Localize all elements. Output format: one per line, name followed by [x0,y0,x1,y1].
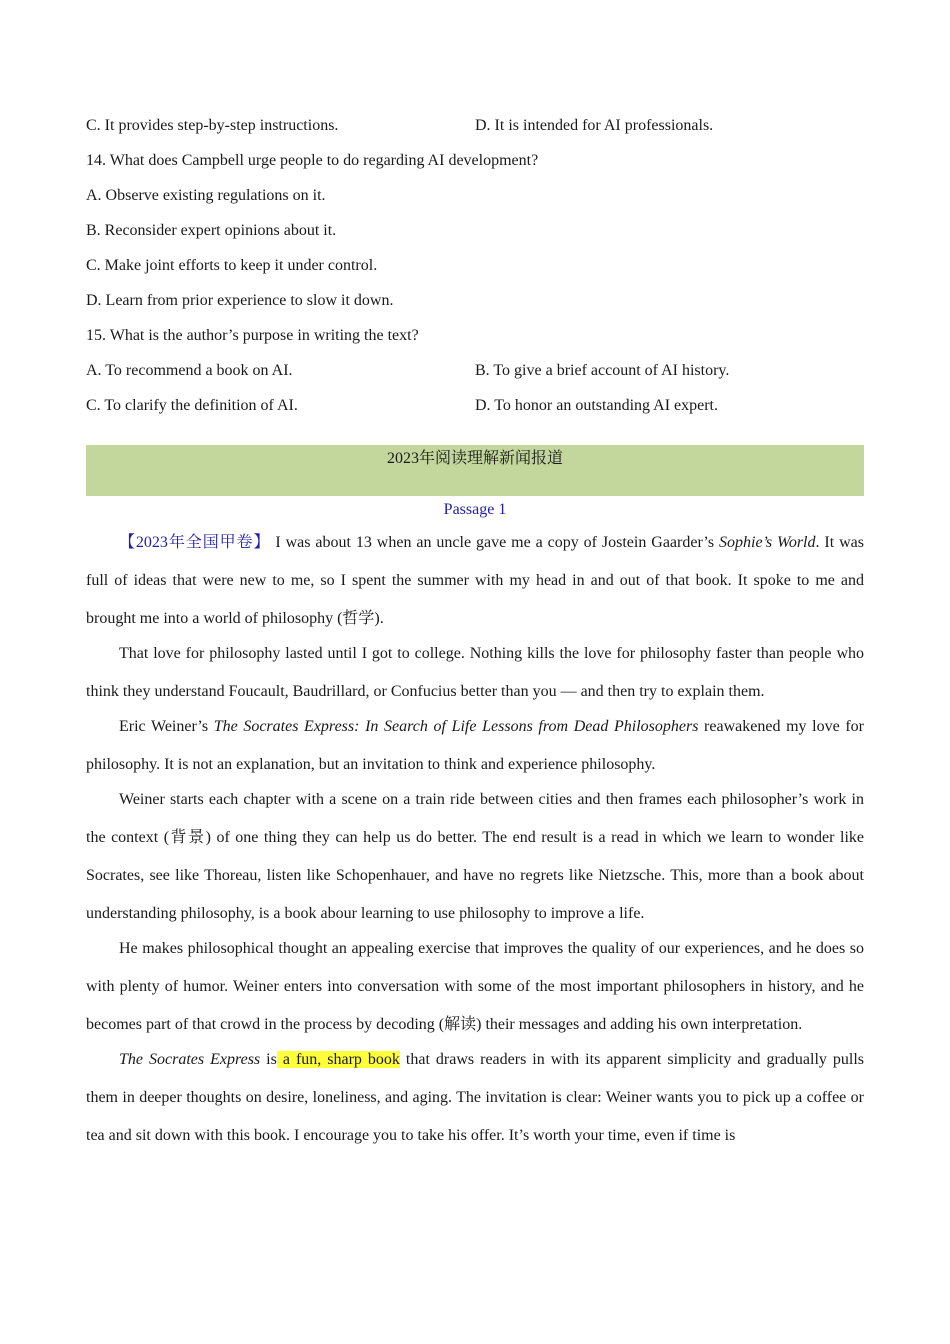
q15-option-b: B. To give a brief account of AI history. [475,362,730,379]
q13-option-c: C. It provides step-by-step instructions. [86,117,339,134]
p1-book-title: Sophie’s World [719,534,816,551]
p6-text-b: that draws readers in with its apparent simplicity and gradually pulls them in deeper thoughts on desire, loneliness, and aging. The invitation is clear: Weiner wants you to pick up a coffee or tea and sit down with this book. I encourage you to take his offer. It’s worth your time, even if time is [86,1051,865,1144]
q14-option-a: A. Observe existing regulations on it. [86,187,326,204]
passage-paragraph-5: He makes philosophical thought an appealing exercise that improves the quality of our experiences, and he does so with plenty of humor. Weiner enters into conversation with some of the most important philosophers in history, and he becomes part of that crowd in the process by decoding (解读) their messages and adding his own interpretation. [86,940,864,1033]
source-tag: 【2023年全国甲卷】 [119,534,271,551]
p6-book-title: The Socrates Express [119,1051,261,1068]
section-banner [86,445,864,496]
q14-option-b: B. Reconsider expert opinions about it. [86,222,337,239]
q13-option-d: D. It is intended for AI professionals. [475,117,714,134]
q14-stem: 14. What does Campbell urge people to do regarding AI development? [86,152,539,169]
passage-title: Passage 1 [443,501,507,518]
p6-text-is: is [260,1051,277,1068]
section-banner-title: 2023年阅读理解新闻报道 [386,450,563,467]
q15-option-d: D. To honor an outstanding AI expert. [475,397,718,414]
passage-paragraph-3 [86,708,864,784]
q15-option-c: C. To clarify the definition of AI. [86,397,298,414]
p3-book-title: The Socrates Express: In Search of Life Lessons from Dead Philosophers [213,718,699,735]
passage-paragraph-1 [86,524,864,638]
passage-paragraph-6 [86,1041,864,1155]
p1-text-b: . It was full of ideas that were new to me, so I spent the summer with my head in and out of that book. It spoke to me and brought me into a world of philosophy (哲学). [86,534,865,627]
passage-paragraph-2: That love for philosophy lasted until I got to college. Nothing kills the love for philosophy faster than people who think they understand Foucault, Baudrillard, or Confucius better than you — and then try to explain them. [86,645,864,700]
q15-option-a: A. To recommend a book on AI. [86,362,293,379]
q13-options-row [86,108,864,143]
q14-option-c: C. Make joint efforts to keep it under control. [86,257,378,274]
passage-paragraph-4: Weiner starts each chapter with a scene on a train ride between cities and then frames each philosopher’s work in the context (背景) of one thing they can help us do better. The end result is a read in which we learn to wonder like Socrates, see like Thoreau, listen like Schopenhauer, and have no regrets like Nietzsche. This, more than a book about understanding philosophy, is a book abour learning to use philosophy to improve a life. [86,791,864,922]
document-page [86,108,864,1155]
q15-options-row-2 [86,388,864,423]
q15-stem: 15. What is the author’s purpose in writing the text? [86,327,419,344]
q14-option-d: D. Learn from prior experience to slow it down. [86,292,394,309]
p3-text-b: reawakened my love for philosophy. It is not an explanation, but an invitation to think and experience philosophy. [86,718,864,773]
p6-highlight: a fun, sharp book [276,1051,400,1068]
q15-options-row-1 [86,353,864,388]
p1-text-a: I was about 13 when an uncle gave me a copy of Jostein Gaarder’s [270,534,719,551]
p3-text-a: Eric Weiner’s [119,718,214,735]
